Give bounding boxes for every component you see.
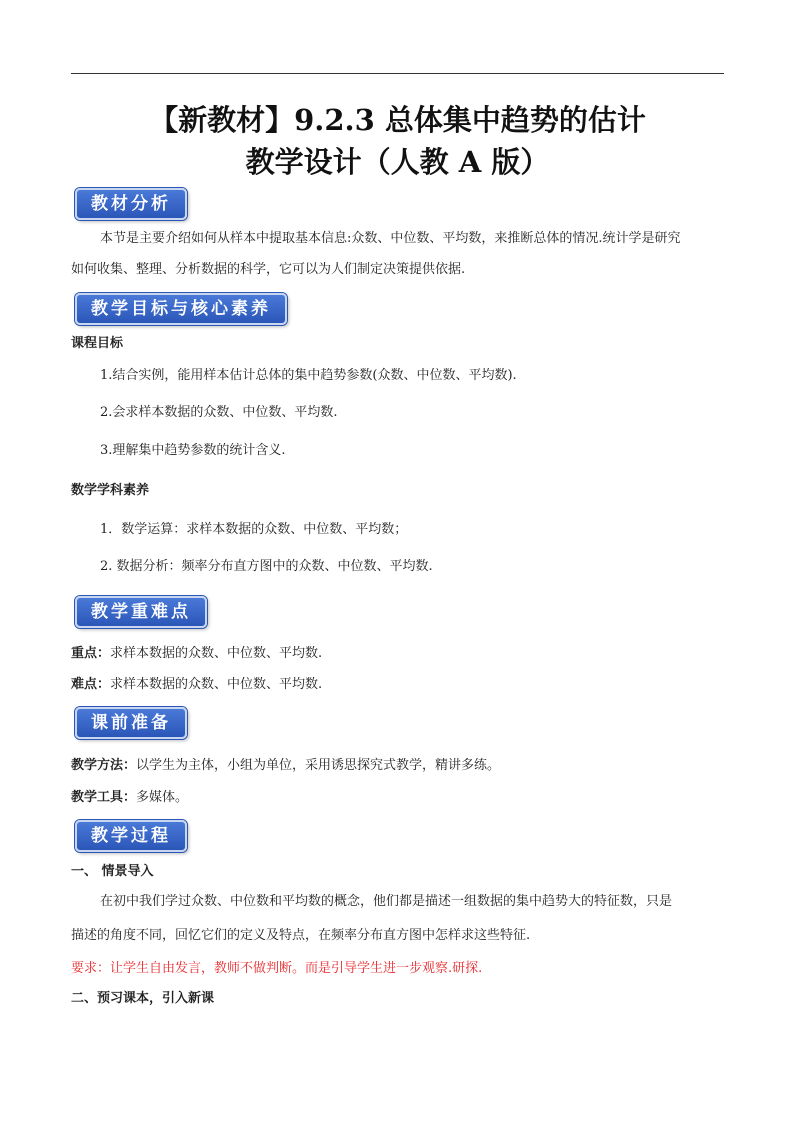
- focus-text: 求样本数据的众数、中位数、平均数.: [110, 646, 323, 661]
- section-badge-key-points: 教学重难点: [75, 596, 207, 628]
- literacy-item: 1．数学运算：求样本数据的众数、中位数、平均数；: [100, 522, 408, 537]
- difficulty-text: 求样本数据的众数、中位数、平均数.: [110, 677, 323, 692]
- difficulty-line: [71, 671, 322, 699]
- literacy-heading: 数学学科素养: [71, 483, 150, 498]
- section-badge-analysis: 教材分析: [75, 188, 187, 220]
- teaching-method-text: 以学生为主体，小组为单位，采用诱思探究式教学，精讲多练。: [136, 758, 501, 773]
- literacy-item: 2. 数据分析：频率分布直方图中的众数、中位数、平均数.: [100, 559, 433, 574]
- step2-heading: 二、预习课本，引入新课: [71, 991, 215, 1006]
- section-badge-goals: 教学目标与核心素养: [75, 293, 287, 325]
- difficulty-label: 难点：: [71, 677, 111, 692]
- analysis-paragraph-line1: 本节是主要介绍如何从样本中提取基本信息:众数、中位数、平均数，来推断总体的情况.统计学是研究: [100, 231, 681, 246]
- focus-label: 重点：: [71, 646, 111, 661]
- teaching-method-label: 教学方法：: [71, 758, 137, 773]
- course-goal-item: 2.会求样本数据的众数、中位数、平均数.: [100, 405, 338, 420]
- step1-heading: 一、 情景导入: [71, 864, 154, 879]
- course-goals-heading: 课程目标: [71, 336, 124, 351]
- section-badge-preparation: 课前准备: [75, 707, 187, 739]
- step1-paragraph-line2: 描述的角度不同，回忆它们的定义及特点，在频率分布直方图中怎样求这些特征.: [71, 928, 531, 943]
- page-subtitle: 教学设计（人教 A 版）: [245, 145, 550, 179]
- teaching-tool-text: 多媒体。: [136, 790, 189, 805]
- course-goal-item: 3.理解集中趋势参数的统计含义.: [100, 443, 286, 458]
- requirement-note: 要求：让学生自由发言，教师不做判断。而是引导学生进一步观察.研探.: [71, 961, 483, 976]
- teaching-tool-label: 教学工具：: [71, 790, 137, 805]
- course-goal-item: 1.结合实例，能用样本估计总体的集中趋势参数(众数、中位数、平均数).: [100, 368, 517, 383]
- teaching-tool-line: [71, 784, 188, 812]
- teaching-method-line: [71, 752, 500, 780]
- step1-paragraph-line1: 在初中我们学过众数、中位数和平均数的概念，他们都是描述一组数据的集中趋势大的特征数，只是: [100, 894, 673, 909]
- section-badge-process: 教学过程: [75, 820, 187, 852]
- analysis-paragraph-line2: 如何收集、整理、分析数据的科学，它可以为人们制定决策提供依据.: [71, 262, 466, 277]
- focus-line: [71, 640, 322, 668]
- page-title: 【新教材】9.2.3 总体集中趋势的估计: [149, 103, 646, 137]
- header-rule: [71, 73, 724, 74]
